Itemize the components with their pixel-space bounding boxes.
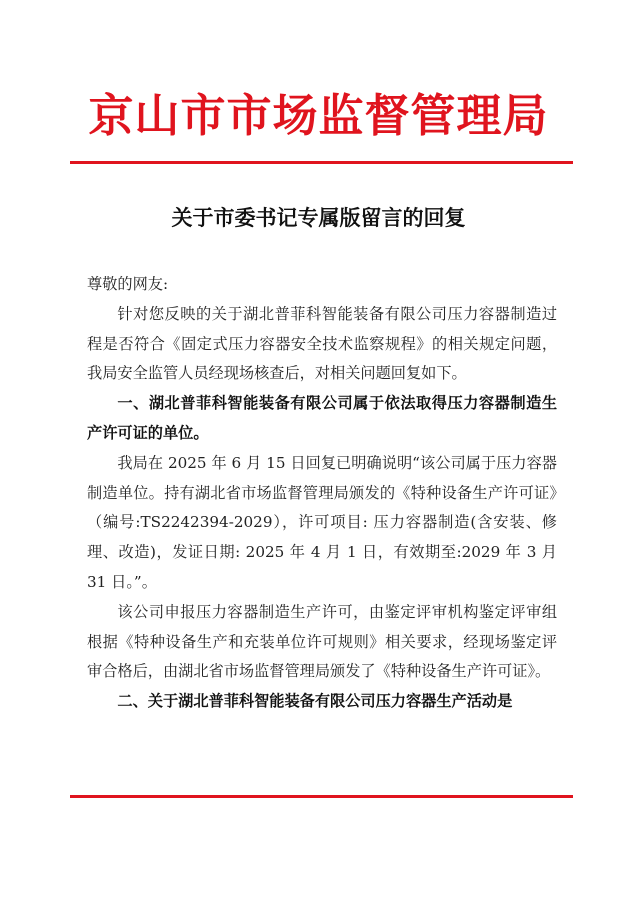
masthead-red-rule [70, 161, 573, 164]
paragraph-review-process: 该公司申报压力容器制造生产许可，由鉴定评审机构鉴定评审组根据《特种设备生产和充装单位许可规则》相关要求，经现场鉴定评审合格后，由湖北省市场监督管理局颁发了《特种设备生产许可证》。 [87, 602, 557, 681]
paragraph-intro: 针对您反映的关于湖北普菲科智能装备有限公司压力容器制造过程是否符合《固定式压力容器安全技术监察规程》的相关规定问题，我局安全监管人员经现场核查后，对相关问题回复如下。 [87, 304, 557, 383]
footer-red-rule [70, 795, 573, 798]
section-heading-1: 一、湖北普菲科智能装备有限公司属于依法取得压力容器制造生产许可证的单位。 [87, 394, 557, 442]
document-body [87, 270, 557, 717]
document-title: 关于市委书记专属版留言的回复 [171, 205, 466, 230]
section-heading-2: 二、关于湖北普菲科智能装备有限公司压力容器生产活动是 [117, 692, 513, 711]
greeting: 尊敬的网友: [87, 275, 169, 293]
paragraph-license-details: 我局在 2025 年 6 月 15 日回复已明确说明“该公司属于压力容器制造单位。持有湖北省市场监督管理局颁发的《特种设备生产许可证》（编号:TS2242394-2029），许可项目: 压力容器制造(含安装、修理、改造)，发证日期: 2025 年 4 月 1 日，有效期至:2029 年 3 月 31 日。”。 [87, 453, 557, 591]
agency-masthead: 京山市市场监督管理局 [88, 89, 549, 142]
